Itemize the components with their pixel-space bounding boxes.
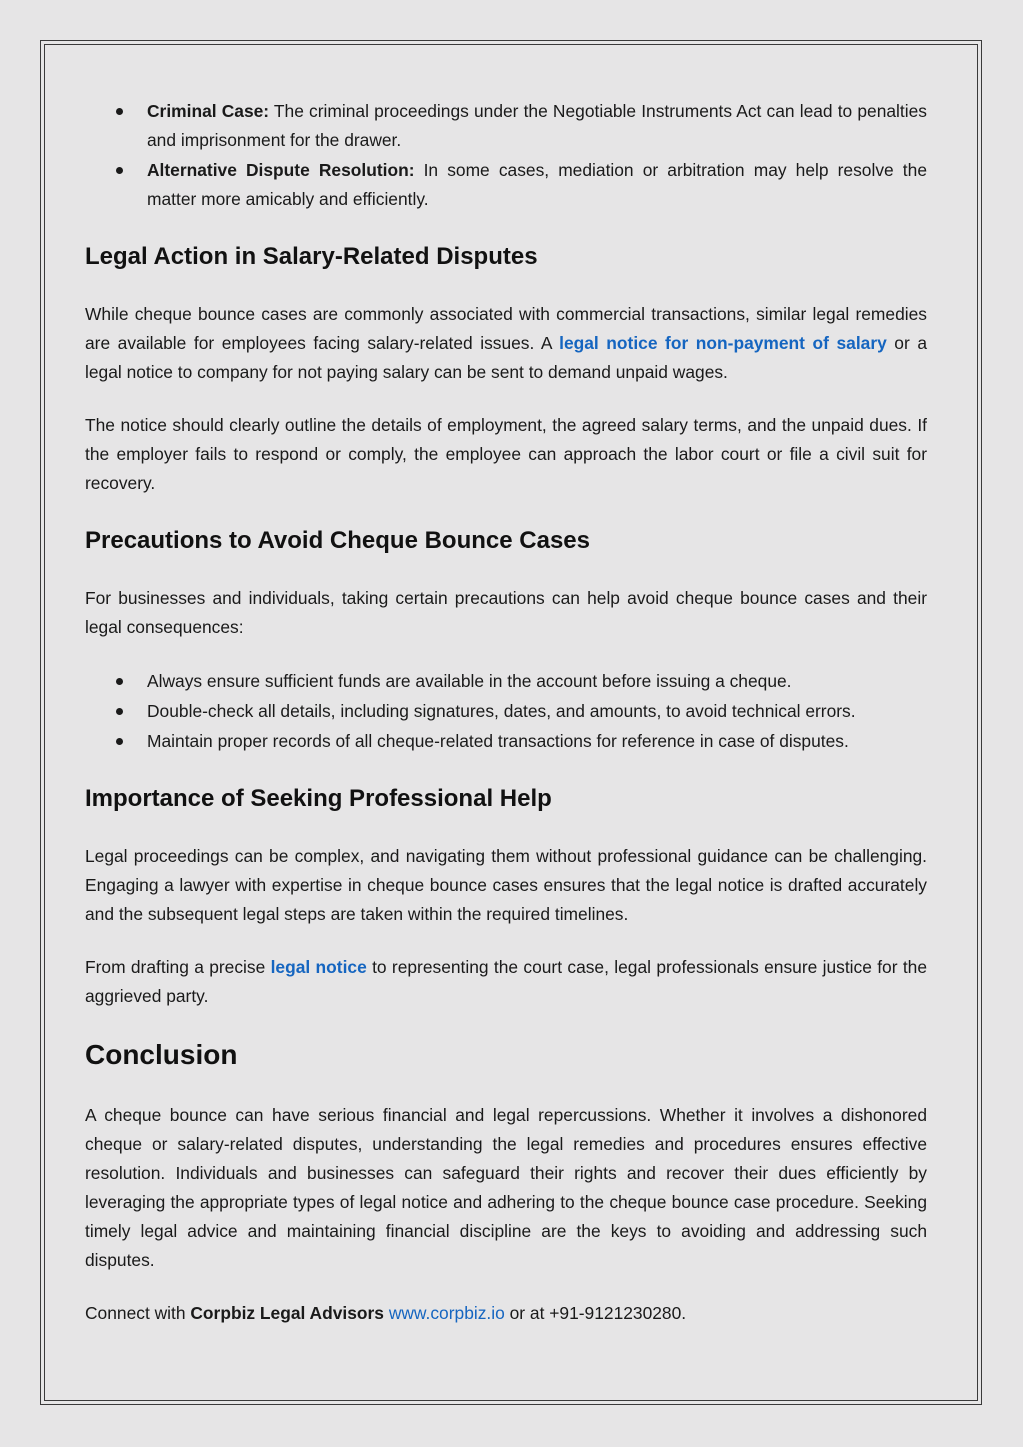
bullet-icon <box>116 167 123 174</box>
list-item <box>85 156 927 214</box>
precaution-text: Maintain proper records of all cheque-related transactions for reference in case of disputes. <box>147 731 849 751</box>
list-item <box>85 727 927 756</box>
bullet-text: The criminal proceedings under the Negotiable Instruments Act can lead to penalties and imprisonment for the drawer. <box>147 101 927 150</box>
connect-text: Connect with <box>85 1303 191 1323</box>
bullet-label: Alternative Dispute Resolution: <box>147 160 415 180</box>
top-bullet-list <box>85 97 927 214</box>
conclusion-paragraph: A cheque bounce can have serious financial and legal repercussions. Whether it involves a dishonored cheque or salary-related disputes, understanding the legal remedies and procedures ensures effective resolution. Individuals and businesses can safeguard their rights and recover their dues efficiently by leveraging the appropriate types of legal notice and adhering to the cheque bounce case procedure. Seeking timely legal advice and maintaining financial discipline are the keys to avoiding and addressing such disputes. <box>85 1105 927 1270</box>
salary-paragraph-1-text: While cheque bounce cases are commonly associated with commercial transactions, similar legal remedies are available for employees facing salary-related issues. A <box>85 304 927 353</box>
bullet-icon <box>116 738 123 745</box>
bullet-icon <box>116 108 123 115</box>
section-heading-salary: Legal Action in Salary-Related Disputes <box>85 243 538 270</box>
list-item <box>85 697 927 726</box>
precaution-text: Double-check all details, including signatures, dates, and amounts, to avoid technical errors. <box>147 701 856 721</box>
help-paragraph-1: Legal proceedings can be complex, and navigating them without professional guidance can be challenging. Engaging a lawyer with expertise in cheque bounce cases ensures that the legal notice is drafted accurately and the subsequent legal steps are taken within the required timelines. <box>85 846 927 924</box>
bullet-label: Criminal Case: <box>147 101 270 121</box>
link-legal-notice[interactable]: legal notice <box>270 957 367 977</box>
list-item <box>85 97 927 155</box>
company-name: Corpbiz Legal Advisors <box>190 1303 384 1323</box>
bullet-icon <box>116 678 123 685</box>
help-paragraph-2-text: From drafting a precise <box>85 957 271 977</box>
help-paragraph-2-text-after: to representing the court case, legal professionals ensure justice for the aggrieved party. <box>85 957 927 1006</box>
precaution-text: Always ensure sufficient funds are available in the account before issuing a cheque. <box>147 671 792 691</box>
salary-paragraph-1-text-after: or a legal notice to company for not paying salary can be sent to demand unpaid wages. <box>85 333 927 382</box>
section-heading-precautions: Precautions to Avoid Cheque Bounce Cases <box>85 527 590 554</box>
precautions-intro: For businesses and individuals, taking certain precautions can help avoid cheque bounce cases and their legal consequences: <box>85 588 927 637</box>
precautions-list <box>85 667 927 756</box>
salary-paragraph-1 <box>85 300 927 387</box>
list-item <box>85 667 927 696</box>
link-legal-notice-non-payment-salary[interactable]: legal notice for non-payment of salary <box>559 333 887 353</box>
link-corpbiz-website[interactable]: www.corpbiz.io <box>388 1303 505 1323</box>
section-heading-professional-help: Importance of Seeking Professional Help <box>85 785 552 812</box>
document-body <box>85 97 927 1328</box>
connect-line <box>85 1299 927 1328</box>
connect-phone-text: or at +91-9121230280. <box>504 1303 687 1323</box>
bullet-text: In some cases, mediation or arbitration may help resolve the matter more amicably and efficiently. <box>147 160 927 209</box>
section-heading-conclusion: Conclusion <box>85 1039 238 1070</box>
help-paragraph-2 <box>85 953 927 1011</box>
salary-paragraph-2: The notice should clearly outline the details of employment, the agreed salary terms, and the unpaid dues. If the employer fails to respond or comply, the employee can approach the labor court or file a civil suit for recovery. <box>85 415 927 493</box>
bullet-icon <box>116 708 123 715</box>
